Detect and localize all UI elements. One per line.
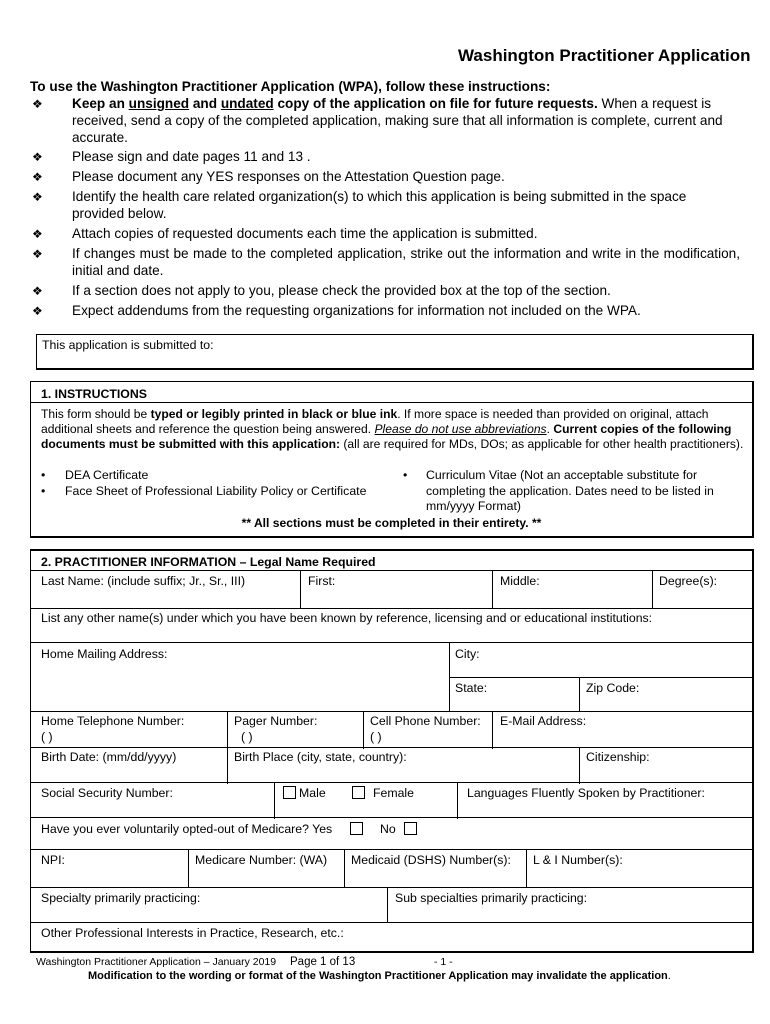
degree-field[interactable]: Degree(s): — [659, 574, 718, 588]
middle-name-field[interactable]: Middle: — [500, 574, 540, 588]
medicare-yes-checkbox[interactable] — [350, 822, 363, 835]
last-name-field[interactable]: Last Name: (include suffix; Jr., Sr., III) — [41, 574, 246, 588]
male-checkbox[interactable] — [283, 786, 296, 799]
doc-dea: DEA Certificate — [65, 468, 149, 482]
practitioner-heading: 2. PRACTITIONER INFORMATION – Legal Name Required — [41, 555, 376, 569]
cell-phone-area: ( ) — [370, 730, 382, 744]
instruction-bullet-1: Keep an unsigned and undated copy of the application on file for future requests. When a request is received, send a copy of the completed application, making sure that all information is complete, current and accurate. — [72, 96, 723, 145]
submitted-to-label: This application is submitted to: — [42, 338, 214, 352]
bullet-icon: ❖ — [32, 97, 43, 111]
bullet-icon: ❖ — [32, 190, 43, 204]
female-checkbox[interactable] — [352, 786, 365, 799]
npi-field[interactable]: NPI: — [41, 853, 65, 867]
home-phone-area: ( ) — [41, 730, 53, 744]
medicare-no-label: No — [380, 822, 396, 836]
bullet-icon: ❖ — [32, 247, 43, 261]
doc-cv: Curriculum Vitae (Not an acceptable substitute for completing the application. Dates need to be listed in mm/yyyy Format) — [426, 468, 714, 513]
bullet-icon: ❖ — [32, 227, 43, 241]
instruction-bullet-3: Please document any YES responses on the Attestation Question page. — [72, 169, 505, 184]
city-field[interactable]: City: — [455, 647, 480, 661]
female-label: Female — [373, 786, 415, 800]
instructions-section — [30, 381, 754, 538]
footer-page-number: - 1 - — [434, 956, 453, 968]
footer-page-count: Page 1 of 13 — [290, 956, 356, 968]
pager-field[interactable]: Pager Number: — [234, 714, 318, 728]
bullet-icon: • — [41, 468, 46, 482]
email-field[interactable]: E-Mail Address: — [500, 714, 587, 728]
other-names-field[interactable]: List any other name(s) under which you have been known by reference, licensing and or educational institutions: — [41, 611, 653, 625]
medicare-optout-question: Have you ever voluntarily opted-out of Medicare? Yes — [41, 822, 333, 836]
male-label: Male — [299, 786, 326, 800]
practitioner-section — [30, 549, 754, 953]
instructions-note: ** All sections must be completed in their entirety. ** — [241, 516, 542, 530]
bullet-icon: • — [403, 468, 408, 482]
instruction-bullet-2: Please sign and date pages 11 and 13 . — [72, 149, 311, 164]
medicare-number-field[interactable]: Medicare Number: (WA) — [195, 853, 328, 867]
bullet-icon: • — [41, 484, 46, 498]
instructions-heading: 1. INSTRUCTIONS — [41, 387, 147, 401]
footer-warning: Modification to the wording or format of the Washington Practitioner Application may invalidate the application. — [88, 970, 671, 982]
cell-phone-field[interactable]: Cell Phone Number: — [370, 714, 481, 728]
doc-facesheet: Face Sheet of Professional Liability Policy or Certificate — [65, 484, 367, 498]
ssn-field[interactable]: Social Security Number: — [41, 786, 173, 800]
specialty-field[interactable]: Specialty primarily practicing: — [41, 891, 201, 905]
state-field[interactable]: State: — [455, 681, 488, 695]
languages-field[interactable]: Languages Fluently Spoken by Practitioner: — [467, 786, 705, 800]
medicare-no-checkbox[interactable] — [404, 822, 417, 835]
bullet-icon: ❖ — [32, 170, 43, 184]
instruction-bullet-6: If changes must be made to the completed application, strike out the information and write in the modification, initial and date. — [72, 246, 740, 278]
home-phone-field[interactable]: Home Telephone Number: — [41, 714, 185, 728]
zip-field[interactable]: Zip Code: — [586, 681, 640, 695]
submitted-to-box[interactable] — [36, 334, 754, 370]
citizenship-field[interactable]: Citizenship: — [586, 750, 650, 764]
birth-place-field[interactable]: Birth Place (city, state, country): — [234, 750, 407, 764]
footer-form-name: Washington Practitioner Application – January 2019 — [36, 956, 277, 968]
instruction-bullet-7: If a section does not apply to you, please check the provided box at the top of the section. — [72, 283, 611, 298]
pager-area: ( ) — [241, 730, 253, 744]
instructions-paragraph: This form should be typed or legibly printed in black or blue ink. If more space is needed than provided on original, attach additional sheets and reference the question being answered. Please do not use abbreviations. Current copies of the following documents must be submitted with this application: (all are required for MDs, DOs; as applicable for other health practitioners). — [41, 407, 744, 451]
instruction-bullet-4: Identify the health care related organization(s) to which this application is being submitted in the space provided below. — [72, 189, 687, 221]
birth-date-field[interactable]: Birth Date: (mm/dd/yyyy) — [41, 750, 177, 764]
bullet-icon: ❖ — [32, 284, 43, 298]
first-name-field[interactable]: First: — [308, 574, 336, 588]
instruction-bullet-5: Attach copies of requested documents each time the application is submitted. — [72, 226, 538, 241]
page-title: Washington Practitioner Application — [458, 46, 751, 65]
instruction-bullet-8: Expect addendums from the requesting organizations for information not included on the WPA. — [72, 303, 641, 318]
other-interests-field[interactable]: Other Professional Interests in Practice, Research, etc.: — [41, 926, 344, 940]
home-address-field[interactable]: Home Mailing Address: — [41, 647, 168, 661]
bullet-icon: ❖ — [32, 150, 43, 164]
li-number-field[interactable]: L & I Number(s): — [533, 853, 623, 867]
bullet-icon: ❖ — [32, 304, 43, 318]
subspecialty-field[interactable]: Sub specialties primarily practicing: — [395, 891, 588, 905]
intro-heading: To use the Washington Practitioner Application (WPA), follow these instructions: — [30, 79, 551, 94]
medicaid-number-field[interactable]: Medicaid (DSHS) Number(s): — [351, 853, 511, 867]
